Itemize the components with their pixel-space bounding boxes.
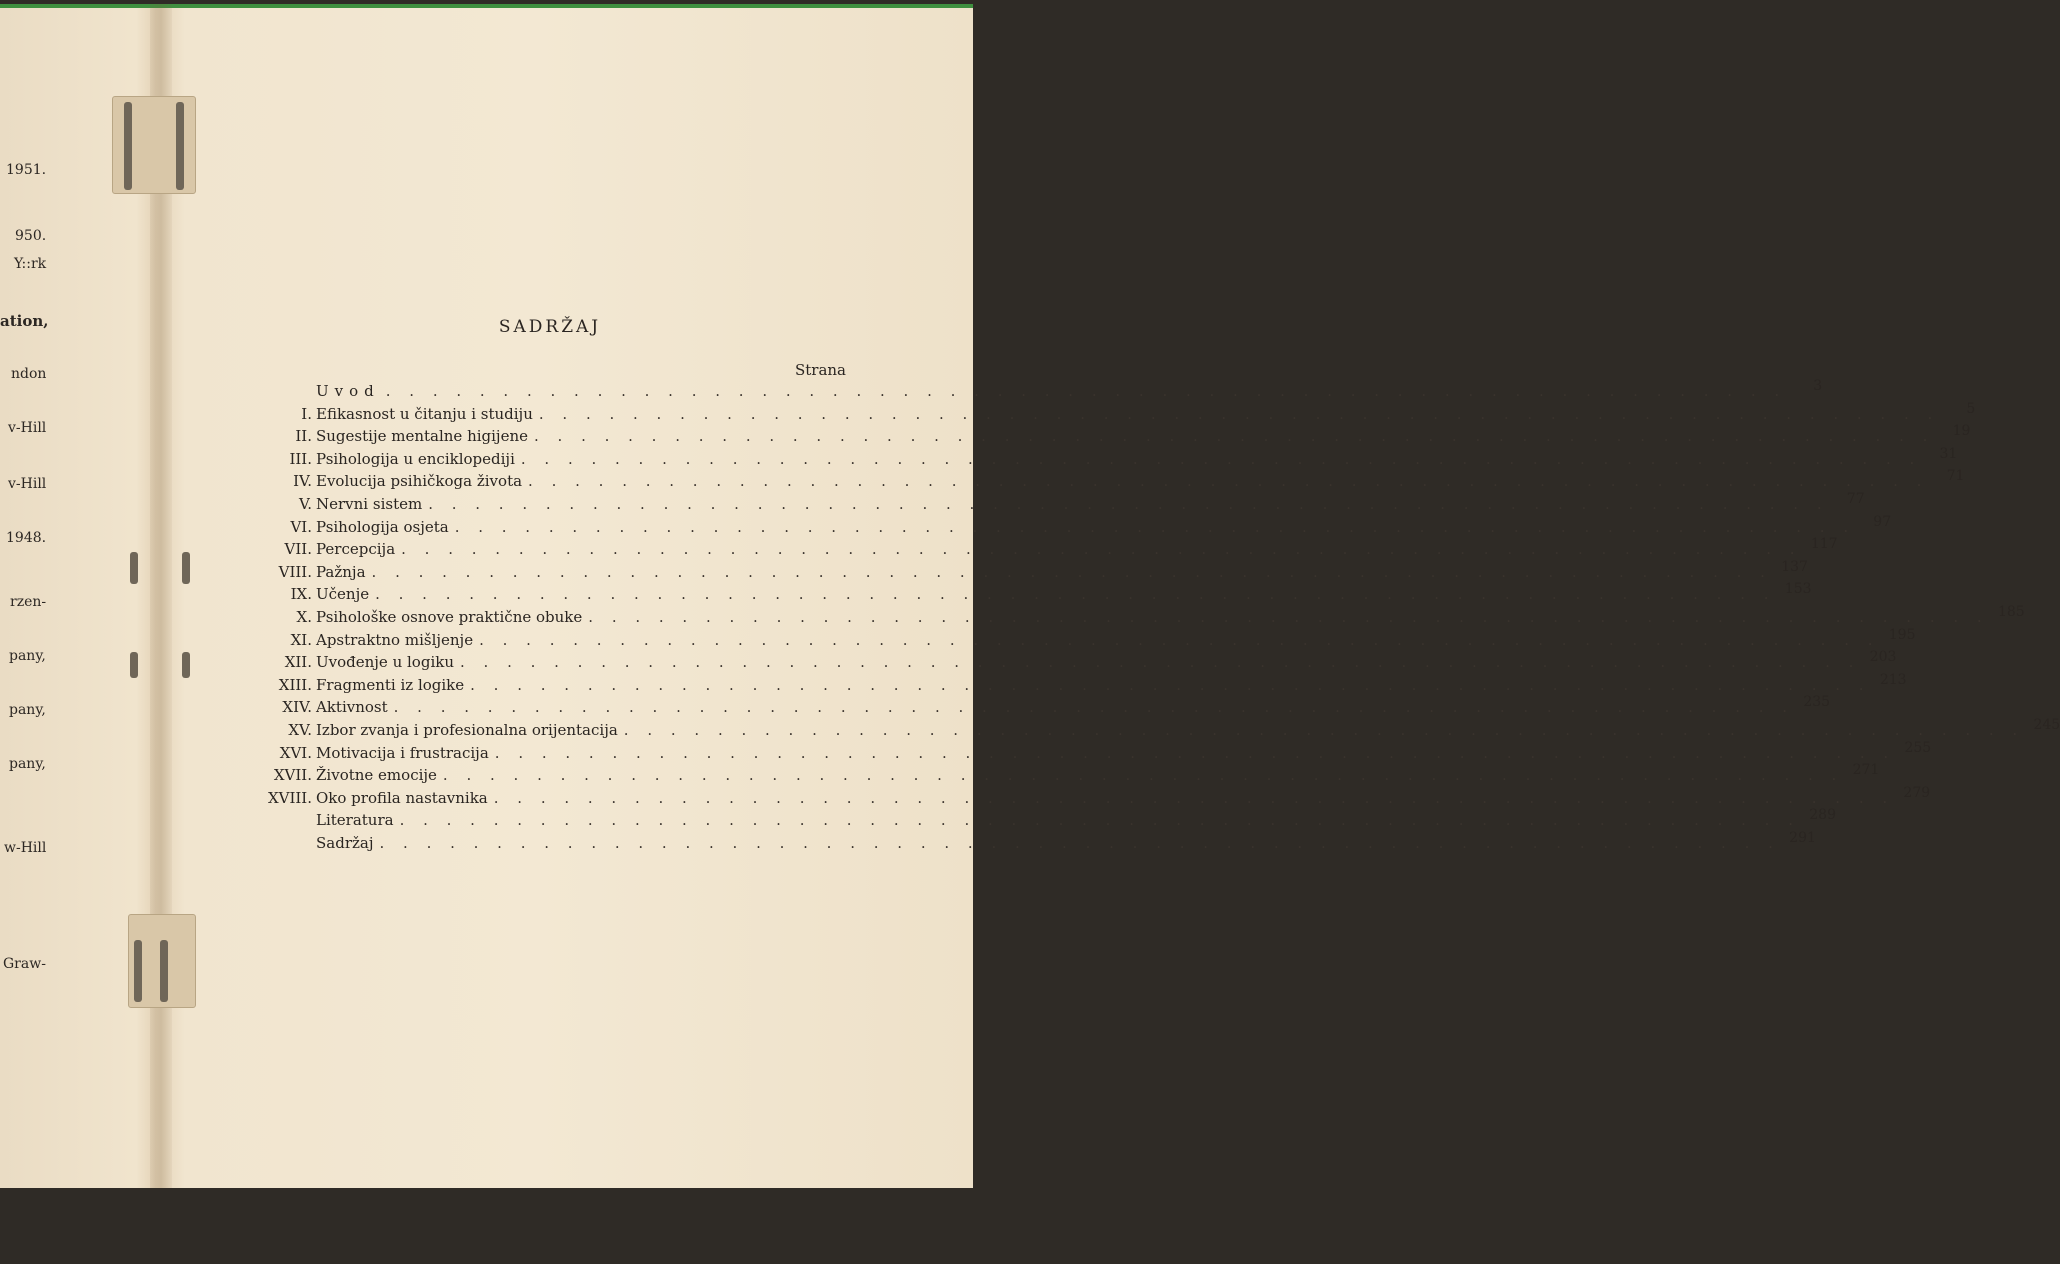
toc-page-number: 3	[1813, 378, 1823, 394]
toc-entry	[240, 829, 1816, 857]
toc-chapter-title: Percepcija	[316, 540, 396, 559]
left-page-fragment: v-Hill	[8, 420, 47, 436]
toc-chapter-title: Literatura	[316, 811, 394, 830]
toc-entry	[240, 445, 1958, 473]
toc-entry	[240, 784, 1931, 812]
toc-page-number: 31	[1939, 445, 1958, 462]
toc-chapter-number: II.	[295, 427, 312, 446]
toc-entry	[240, 807, 1836, 834]
left-page-fragment: pany,	[9, 756, 46, 772]
toc-page-number: 289	[1809, 807, 1836, 824]
toc-chapter-title: Pažnja	[316, 562, 366, 581]
staple-top-bar-right	[176, 102, 184, 190]
toc-chapter-number: X.	[296, 607, 312, 626]
toc-leader-dots: . . . . . . . . . . . . . . . . . . . . . . . . . . . . . . . . . . . . . . . . . . . . . . . . . . . . . . . . . . . .	[371, 562, 1772, 581]
toc-page-number: 255	[1904, 739, 1932, 756]
toc-page-number: 203	[1869, 649, 1897, 666]
toc-chapter-title: Uvod	[316, 382, 380, 400]
toc-leader-dots: . . . . . . . . . . . . . . . . . . . . . . . . . . . . . . . . . . . . . . . . . . . . . . . . . . . . . . . . . . . .	[375, 585, 1776, 604]
toc-leader-dots: . . . . . . . . . . . . . . . . . . . . . . . . . . . . . . . . . . . . . . . . . . . . . . . . . . . . . . . . . . . .	[428, 494, 1829, 513]
toc-chapter-title: Oko profila nastavnika	[316, 788, 488, 807]
toc-entry	[240, 558, 1808, 586]
toc-chapter-title: Sadržaj	[316, 833, 374, 852]
staple-mid1-left	[130, 552, 138, 584]
toc-entry	[240, 378, 1823, 405]
toc-leader-dots: . . . . . . . . . . . . . . . . . . . . . . . . . . . . . . . . . . . . . . . . . . . . . . . . . . . . . . . . . . . .	[479, 630, 1880, 649]
toc-page-number: 97	[1873, 513, 1892, 530]
toc-chapter-number: VII.	[284, 540, 312, 559]
page-column-header: Strana	[794, 361, 846, 379]
left-page-fragment: pany,	[9, 702, 46, 718]
staple-mid2-right	[182, 652, 190, 678]
toc-leader-dots: . . . . . . . . . . . . . . . . . . . . . . . . . . . . . . . . . . . . . . . . . . . . . . . . . . . . . . . . . . . .	[520, 449, 1922, 468]
toc-entry	[240, 423, 1971, 450]
toc-leader-dots: . . . . . . . . . . . . . . . . . . . . . . . . . . . . . . . . . . . . . . . . . . . . . . . . . . . . . . . . . . . .	[493, 788, 1895, 807]
toc-entry	[240, 513, 1892, 541]
left-page-fragment: 1951.	[6, 162, 47, 178]
toc-page-number: 271	[1852, 762, 1880, 779]
toc-entry	[240, 649, 1897, 676]
toc-chapter-title: Izbor zvanja i profesionalna orijentacija	[316, 720, 618, 739]
staple-mid2-left	[130, 652, 138, 678]
toc-page-number: 137	[1781, 558, 1808, 575]
toc-entry	[240, 694, 1831, 721]
toc-chapter-number: I.	[301, 404, 312, 423]
toc-page-number: 153	[1784, 581, 1812, 598]
toc-chapter-title: Psihologija u enciklopediji	[316, 449, 515, 468]
toc-entry	[240, 468, 1965, 495]
toc-leader-dots: . . . . . . . . . . . . . . . . . . . . . . . . . . . . . . . . . . . . . . . . . . . . . . . . . . . . . . . . . . . .	[623, 720, 2025, 739]
toc-chapter-number: IX.	[290, 585, 312, 604]
toc-page-number: 213	[1879, 671, 1907, 688]
toc-chapter-title: Fragmenti iz logike	[316, 675, 465, 694]
toc-chapter-title: Uvođenje u logiku	[316, 653, 454, 672]
toc-chapter-title: Nervni sistem	[316, 494, 423, 513]
toc-leader-dots: . . . . . . . . . . . . . . . . . . . . . . . . . . . . . . . . . . . . . . . . . . . . . . . . . . . . . . . . . . . .	[401, 540, 1802, 559]
toc-entry	[240, 581, 1812, 608]
toc-chapter-number: XVII.	[273, 766, 312, 785]
toc-chapter-title: Psihologija osjeta	[316, 517, 449, 536]
contents-title: SADRŽAJ	[498, 317, 602, 337]
left-page-fragment: w-Hill	[4, 840, 47, 856]
staple-top-bar-left	[124, 102, 132, 190]
toc-chapter-number: XIV.	[282, 698, 312, 717]
left-page-fragment: Y::rk	[14, 256, 47, 272]
toc-page-number: 77	[1846, 490, 1865, 507]
toc-page-number: 5	[1966, 400, 1976, 417]
toc-chapter-number: III.	[289, 449, 312, 468]
toc-entry	[240, 626, 1916, 654]
toc-entry	[240, 716, 2060, 744]
toc-page-number: 245	[2033, 716, 2060, 733]
toc-leader-dots: . . . . . . . . . . . . . . . . . . . . . . . . . . . . . . . . . . . . . . . . . . . . . . . . . . . . . . . . . . . .	[528, 472, 1929, 491]
book-spread	[0, 4, 2060, 1188]
toc-leader-dots: . . . . . . . . . . . . . . . . . . . . . . . . . . . . . . . . . . . . . . . . . . . . . . . . . . . . . . . . . . . .	[470, 675, 1871, 694]
toc-leader-dots: . . . . . . . . . . . . . . . . . . . . . . . . . . . . . . . . . . . . . . . . . . . . . . . . . . . . . . . . . . . .	[494, 743, 1896, 762]
toc-entry	[240, 603, 2025, 631]
toc-leader-dots: . . . . . . . . . . . . . . . . . . . . . . . . . . . . . . . . . . . . . . . . . . . . . . . . . . . . . . . . . . . .	[385, 382, 1787, 400]
toc-chapter-number: XII.	[284, 653, 312, 672]
toc-page-number: 19	[1952, 423, 1971, 440]
left-page-fragment: 1948.	[6, 530, 47, 546]
toc-chapter-number: IV.	[293, 472, 312, 491]
left-page-fragment: Graw-	[3, 956, 46, 972]
toc-entry	[240, 762, 1880, 789]
toc-leader-dots: . . . . . . . . . . . . . . . . . . . . . . . . . . . . . . . . . . . . . . . . . . . . . . . . . . . . . . . . . . . .	[442, 766, 1844, 785]
toc-leader-dots: . . . . . . . . . . . . . . . . . . . . . . . . . . . . . . . . . . . . . . . . . . . . . . . . . . . . . . . . . . . .	[454, 517, 1856, 536]
toc-entry	[240, 739, 1932, 767]
toc-entry	[240, 536, 1838, 563]
toc-chapter-number: XVI.	[279, 743, 312, 762]
left-page-fragment: ation,	[0, 312, 49, 330]
toc-chapter-title: Apstraktno mišljenje	[316, 630, 474, 649]
toc-chapter-title: Životne emocije	[316, 766, 437, 785]
staple-mid1-right	[182, 552, 190, 584]
staple-bottom-bar-left	[134, 940, 142, 1002]
toc-chapter-number: V.	[299, 494, 312, 513]
toc-chapter-number: VI.	[290, 517, 312, 536]
toc-chapter-title: Aktivnost	[316, 698, 388, 717]
toc-entry	[240, 490, 1865, 518]
left-page-fragment: 950.	[15, 228, 47, 244]
left-page-fragment: rzen-	[10, 594, 47, 610]
toc-page-number: 117	[1810, 536, 1838, 553]
toc-chapter-title: Psihološke osnove praktične obuke	[316, 607, 583, 626]
toc-leader-dots: . . . . . . . . . . . . . . . . . . . . . . . . . . . . . . . . . . . . . . . . . . . . . . . . . . . . . . . . . . . .	[534, 427, 1935, 446]
toc-page-number: 291	[1789, 829, 1816, 846]
staple-bottom-bar-right	[160, 940, 168, 1002]
table-of-contents	[240, 378, 2060, 856]
toc-chapter-number: XVIII.	[267, 788, 312, 807]
toc-leader-dots: . . . . . . . . . . . . . . . . . . . . . . . . . . . . . . . . . . . . . . . . . . . . . . . . . . . . . . . . . . . .	[393, 698, 1795, 717]
toc-chapter-title: Sugestije mentalne higijene	[316, 427, 528, 446]
toc-page-number: 279	[1903, 784, 1931, 801]
left-page-fragment: pany,	[9, 648, 46, 664]
toc-chapter-number: VIII.	[278, 562, 312, 581]
toc-leader-dots: . . . . . . . . . . . . . . . . . . . . . . . . . . . . . . . . . . . . . . . . . . . . . . . . . . . . . . . . . . . .	[538, 404, 1940, 423]
left-page-fragment: v-Hill	[8, 476, 47, 492]
toc-leader-dots: . . . . . . . . . . . . . . . . . . . . . . . . . . . . . . . . . . . . . . . . . . . . . . . . . . . . . . . . . . . .	[460, 653, 1861, 672]
toc-page-number: 185	[1997, 603, 2025, 620]
toc-entry	[240, 400, 1976, 428]
toc-chapter-number: XI.	[290, 630, 312, 649]
toc-page-number: 71	[1946, 468, 1965, 485]
top-edge-line	[0, 4, 973, 8]
left-page-fragment: ndon	[11, 366, 47, 382]
toc-leader-dots: . . . . . . . . . . . . . . . . . . . . . . . . . . . . . . . . . . . . . . . . . . . . . . . . . . . . . . . . . . . .	[399, 811, 1800, 830]
toc-leader-dots: . . . . . . . . . . . . . . . . . . . . . . . . . . . . . . . . . . . . . . . . . . . . . . . . . . . . . . . . . . . .	[379, 833, 1780, 852]
toc-chapter-number: XIII.	[278, 675, 312, 694]
toc-chapter-title: Evolucija psihičkoga života	[316, 472, 523, 491]
toc-entry	[240, 671, 1907, 699]
toc-chapter-number: XV.	[288, 720, 312, 739]
toc-chapter-title: Efikasnost u čitanju i studiju	[316, 404, 533, 423]
toc-leader-dots: . . . . . . . . . . . . . . . . . . . . . . . . . . . . . . . . . . . . . . . . . . . . . . . . . . . . . . . . . . . .	[588, 607, 1989, 626]
toc-chapter-title: Motivacija i frustracija	[316, 743, 489, 762]
toc-chapter-title: Učenje	[316, 585, 370, 604]
toc-page-number: 235	[1803, 694, 1831, 711]
toc-page-number: 195	[1888, 626, 1916, 643]
